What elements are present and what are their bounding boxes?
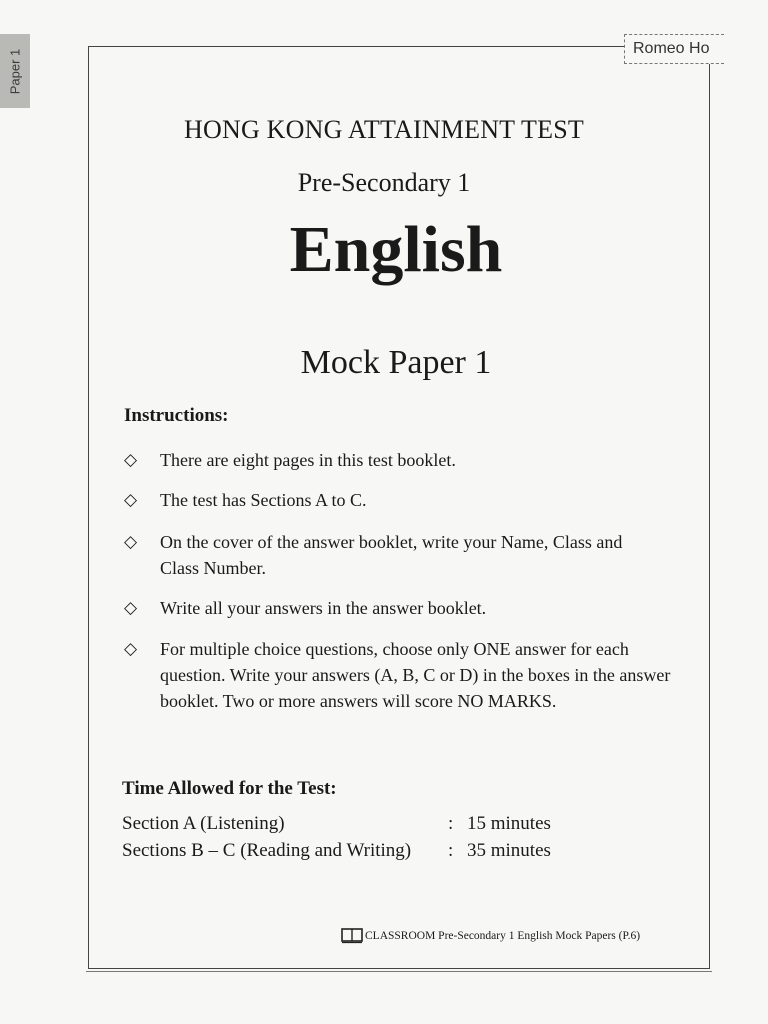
time-row	[122, 840, 551, 862]
instruction-item	[124, 529, 664, 581]
time-duration: 15 minutes	[467, 813, 551, 834]
footer-text: CLASSROOM Pre-Secondary 1 English Mock Papers (P.6)	[365, 930, 641, 942]
diamond-outline-icon: ◇	[124, 490, 138, 510]
diamond-outline-icon: ◇	[124, 598, 138, 618]
instruction-item	[124, 487, 684, 513]
time-row	[122, 813, 551, 835]
subject-title: English	[289, 213, 503, 286]
paper-tab	[0, 34, 30, 108]
owner-name: Romeo Ho	[633, 40, 710, 57]
instruction-item	[124, 447, 684, 473]
time-section: Sections B – C (Reading and Writing)	[122, 840, 412, 861]
time-allowed-heading: Time Allowed for the Test:	[122, 778, 337, 799]
diamond-outline-icon: ◇	[124, 639, 138, 659]
book-logo-icon	[341, 928, 363, 944]
footer	[341, 928, 640, 944]
owner-name-box	[624, 34, 724, 64]
paper-title: Mock Paper 1	[300, 344, 492, 381]
instruction-text: On the cover of the answer booklet, write your Name, Class and Class Number.	[160, 532, 623, 578]
time-section: Section A (Listening)	[122, 813, 285, 834]
instructions-heading: Instructions:	[124, 405, 229, 426]
instruction-text: For multiple choice questions, choose only ONE answer for each question. Write your answers (A, B, C or D) in the boxes in the answer booklet. Two or more answers will score NO MARKS.	[160, 639, 671, 711]
paper-tab-label: Paper 1	[7, 48, 23, 94]
diamond-outline-icon: ◇	[124, 450, 138, 470]
time-separator: :	[448, 840, 454, 861]
exam-title: HONG KONG ATTAINMENT TEST	[184, 115, 584, 144]
time-duration: 35 minutes	[467, 840, 551, 861]
instruction-text: There are eight pages in this test booklet.	[160, 450, 456, 470]
diamond-outline-icon: ◇	[124, 532, 138, 552]
instruction-text: Write all your answers in the answer booklet.	[160, 598, 487, 618]
instruction-text: The test has Sections A to C.	[160, 490, 367, 510]
instruction-item	[124, 636, 674, 714]
instruction-item	[124, 595, 684, 621]
time-separator: :	[448, 813, 454, 834]
level-title: Pre-Secondary 1	[297, 168, 471, 197]
